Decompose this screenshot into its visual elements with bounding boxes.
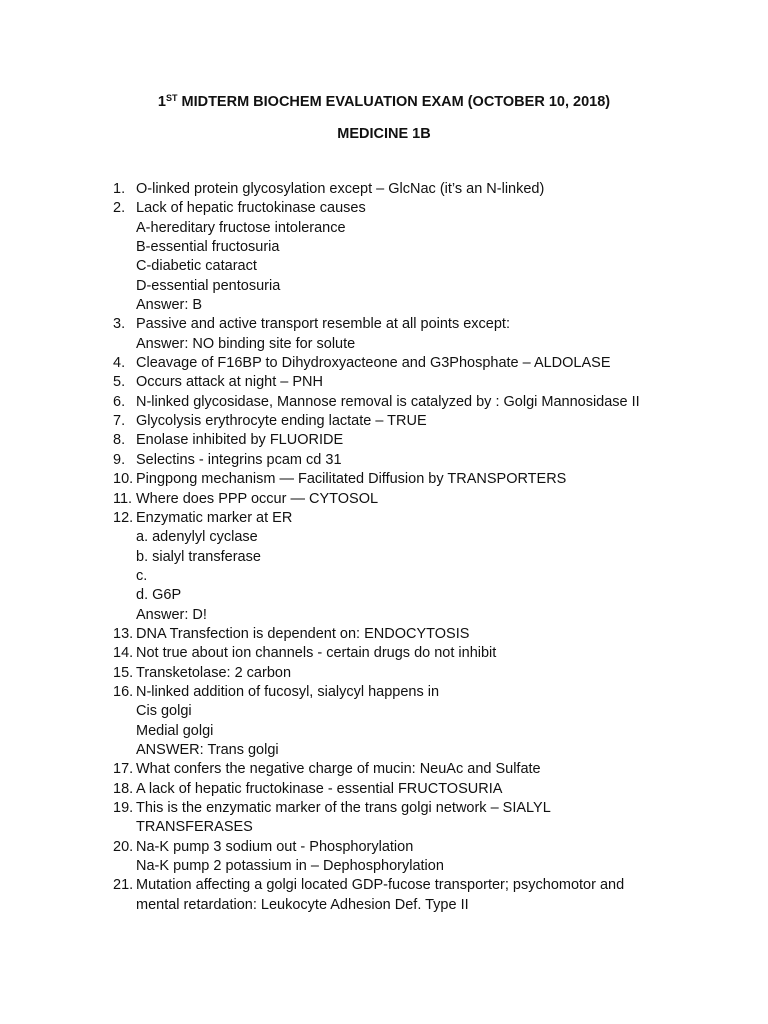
question-list	[0, 180, 768, 915]
question-text: Enolase inhibited by FLUORIDE	[136, 432, 344, 449]
question-text: Not true about ion channels - certain drugs do not inhibit	[136, 645, 497, 662]
exam-title	[0, 92, 768, 112]
question-number: 1.	[113, 181, 126, 197]
question-text: mental retardation: Leukocyte Adhesion Def. Type II	[136, 896, 469, 913]
question-number: 11.	[113, 490, 133, 507]
question-continuation	[0, 722, 768, 741]
question-text: d. G6P	[136, 587, 182, 604]
question-text: Na-K pump 2 potassium in – Dephosphorylation	[136, 858, 444, 875]
question-number: 6.	[113, 393, 126, 410]
question-item	[0, 838, 768, 857]
question-text: D-essential pentosuria	[136, 277, 281, 294]
question-number: 12.	[113, 509, 134, 526]
question-item	[0, 393, 768, 412]
question-continuation	[0, 219, 768, 238]
question-continuation	[0, 857, 768, 876]
question-item	[0, 470, 768, 489]
question-number: 18.	[113, 780, 134, 797]
question-item	[0, 451, 768, 470]
question-text: DNA Transfection is dependent on: ENDOCYTOSIS	[136, 625, 470, 642]
question-number: 14.	[113, 645, 134, 662]
question-text: A lack of hepatic fructokinase - essential FRUCTOSURIA	[136, 780, 503, 797]
question-continuation	[0, 896, 768, 915]
question-number: 3.	[113, 316, 126, 333]
question-item	[0, 199, 768, 218]
question-text: A-hereditary fructose intolerance	[136, 219, 346, 236]
question-text: Pingpong mechanism — Facilitated Diffusion by TRANSPORTERS	[136, 471, 567, 488]
question-number: 15.	[113, 664, 134, 681]
question-text: Cis golgi	[136, 703, 192, 720]
question-text: C-diabetic cataract	[136, 258, 257, 275]
question-continuation	[0, 277, 768, 296]
question-text: Glycolysis erythrocyte ending lactate – TRUE	[136, 413, 427, 430]
question-item	[0, 373, 768, 392]
question-text: Where does PPP occur — CYTOSOL	[136, 490, 379, 507]
question-number: 5.	[113, 374, 126, 391]
question-text: Na-K pump 3 sodium out - Phosphorylation	[136, 838, 414, 855]
question-text: Passive and active transport resemble at all points except:	[136, 316, 510, 333]
question-text: What confers the negative charge of mucin: NeuAc and Sulfate	[136, 761, 541, 778]
question-continuation	[0, 586, 768, 605]
question-continuation	[0, 548, 768, 567]
question-text: Transketolase: 2 carbon	[136, 664, 292, 681]
question-text: O-linked protein glycosylation except – GlcNac (it’s an N-linked)	[136, 181, 545, 197]
question-number: 7.	[113, 413, 126, 430]
title-prefix: 1	[157, 94, 166, 110]
question-text: b. sialyl transferase	[136, 548, 261, 565]
question-text: c.	[136, 567, 148, 584]
question-continuation	[0, 335, 768, 354]
question-item	[0, 431, 768, 450]
question-text: B-essential fructosuria	[136, 239, 280, 256]
question-continuation	[0, 702, 768, 721]
question-item	[0, 799, 768, 818]
question-text: Selectins - integrins pcam cd 31	[136, 451, 342, 468]
exam-subtitle: MEDICINE 1B	[337, 126, 431, 142]
question-item	[0, 780, 768, 799]
question-continuation	[0, 528, 768, 547]
question-number: 2.	[113, 200, 126, 217]
question-number: 9.	[113, 451, 126, 468]
question-number: 16.	[113, 683, 134, 700]
question-text: Enzymatic marker at ER	[136, 509, 293, 526]
question-item	[0, 760, 768, 779]
question-number: 21.	[113, 877, 134, 894]
question-text: N-linked addition of fucosyl, sialycyl happens in	[136, 683, 440, 700]
question-text: Occurs attack at night – PNH	[136, 374, 323, 391]
question-item	[0, 876, 768, 895]
question-text: Answer: NO binding site for solute	[136, 335, 356, 352]
question-continuation	[0, 741, 768, 760]
question-number: 4.	[113, 355, 126, 372]
question-continuation	[0, 606, 768, 625]
question-continuation	[0, 296, 768, 315]
question-item	[0, 354, 768, 373]
question-item	[0, 180, 768, 199]
question-number: 10.	[113, 471, 134, 488]
question-text: TRANSFERASES	[136, 819, 253, 836]
question-text: Cleavage of F16BP to Dihydroxyacteone and G3Phosphate – ALDOLASE	[136, 355, 611, 372]
question-number: 17.	[113, 761, 134, 778]
question-number: 20.	[113, 838, 134, 855]
question-text: Answer: D!	[136, 606, 207, 623]
title-superscript: ST	[165, 93, 178, 103]
question-text: This is the enzymatic marker of the trans golgi network – SIALYL	[136, 800, 551, 816]
question-text: Medial golgi	[136, 722, 214, 739]
question-continuation	[0, 238, 768, 257]
question-item	[0, 509, 768, 528]
question-number: 13.	[113, 625, 134, 642]
question-text: a. adenylyl cyclase	[136, 529, 258, 546]
question-item	[0, 412, 768, 431]
question-text: Answer: B	[136, 297, 203, 314]
question-number: 19.	[113, 800, 134, 816]
title-rest: MIDTERM BIOCHEM EVALUATION EXAM (OCTOBER 10, 2018)	[177, 94, 611, 110]
question-item	[0, 664, 768, 683]
question-text: N-linked glycosidase, Mannose removal is catalyzed by : Golgi Mannosidase II	[136, 393, 640, 410]
question-item	[0, 644, 768, 663]
question-item	[0, 625, 768, 644]
question-item	[0, 315, 768, 334]
question-text: Mutation affecting a golgi located GDP-fucose transporter; psychomotor and	[136, 877, 625, 894]
question-continuation	[0, 257, 768, 276]
question-item	[0, 490, 768, 509]
question-item	[0, 683, 768, 702]
question-text: ANSWER: Trans golgi	[136, 741, 279, 758]
question-continuation	[0, 818, 768, 837]
question-continuation	[0, 567, 768, 586]
question-number: 8.	[113, 432, 126, 449]
question-text: Lack of hepatic fructokinase causes	[136, 200, 366, 217]
